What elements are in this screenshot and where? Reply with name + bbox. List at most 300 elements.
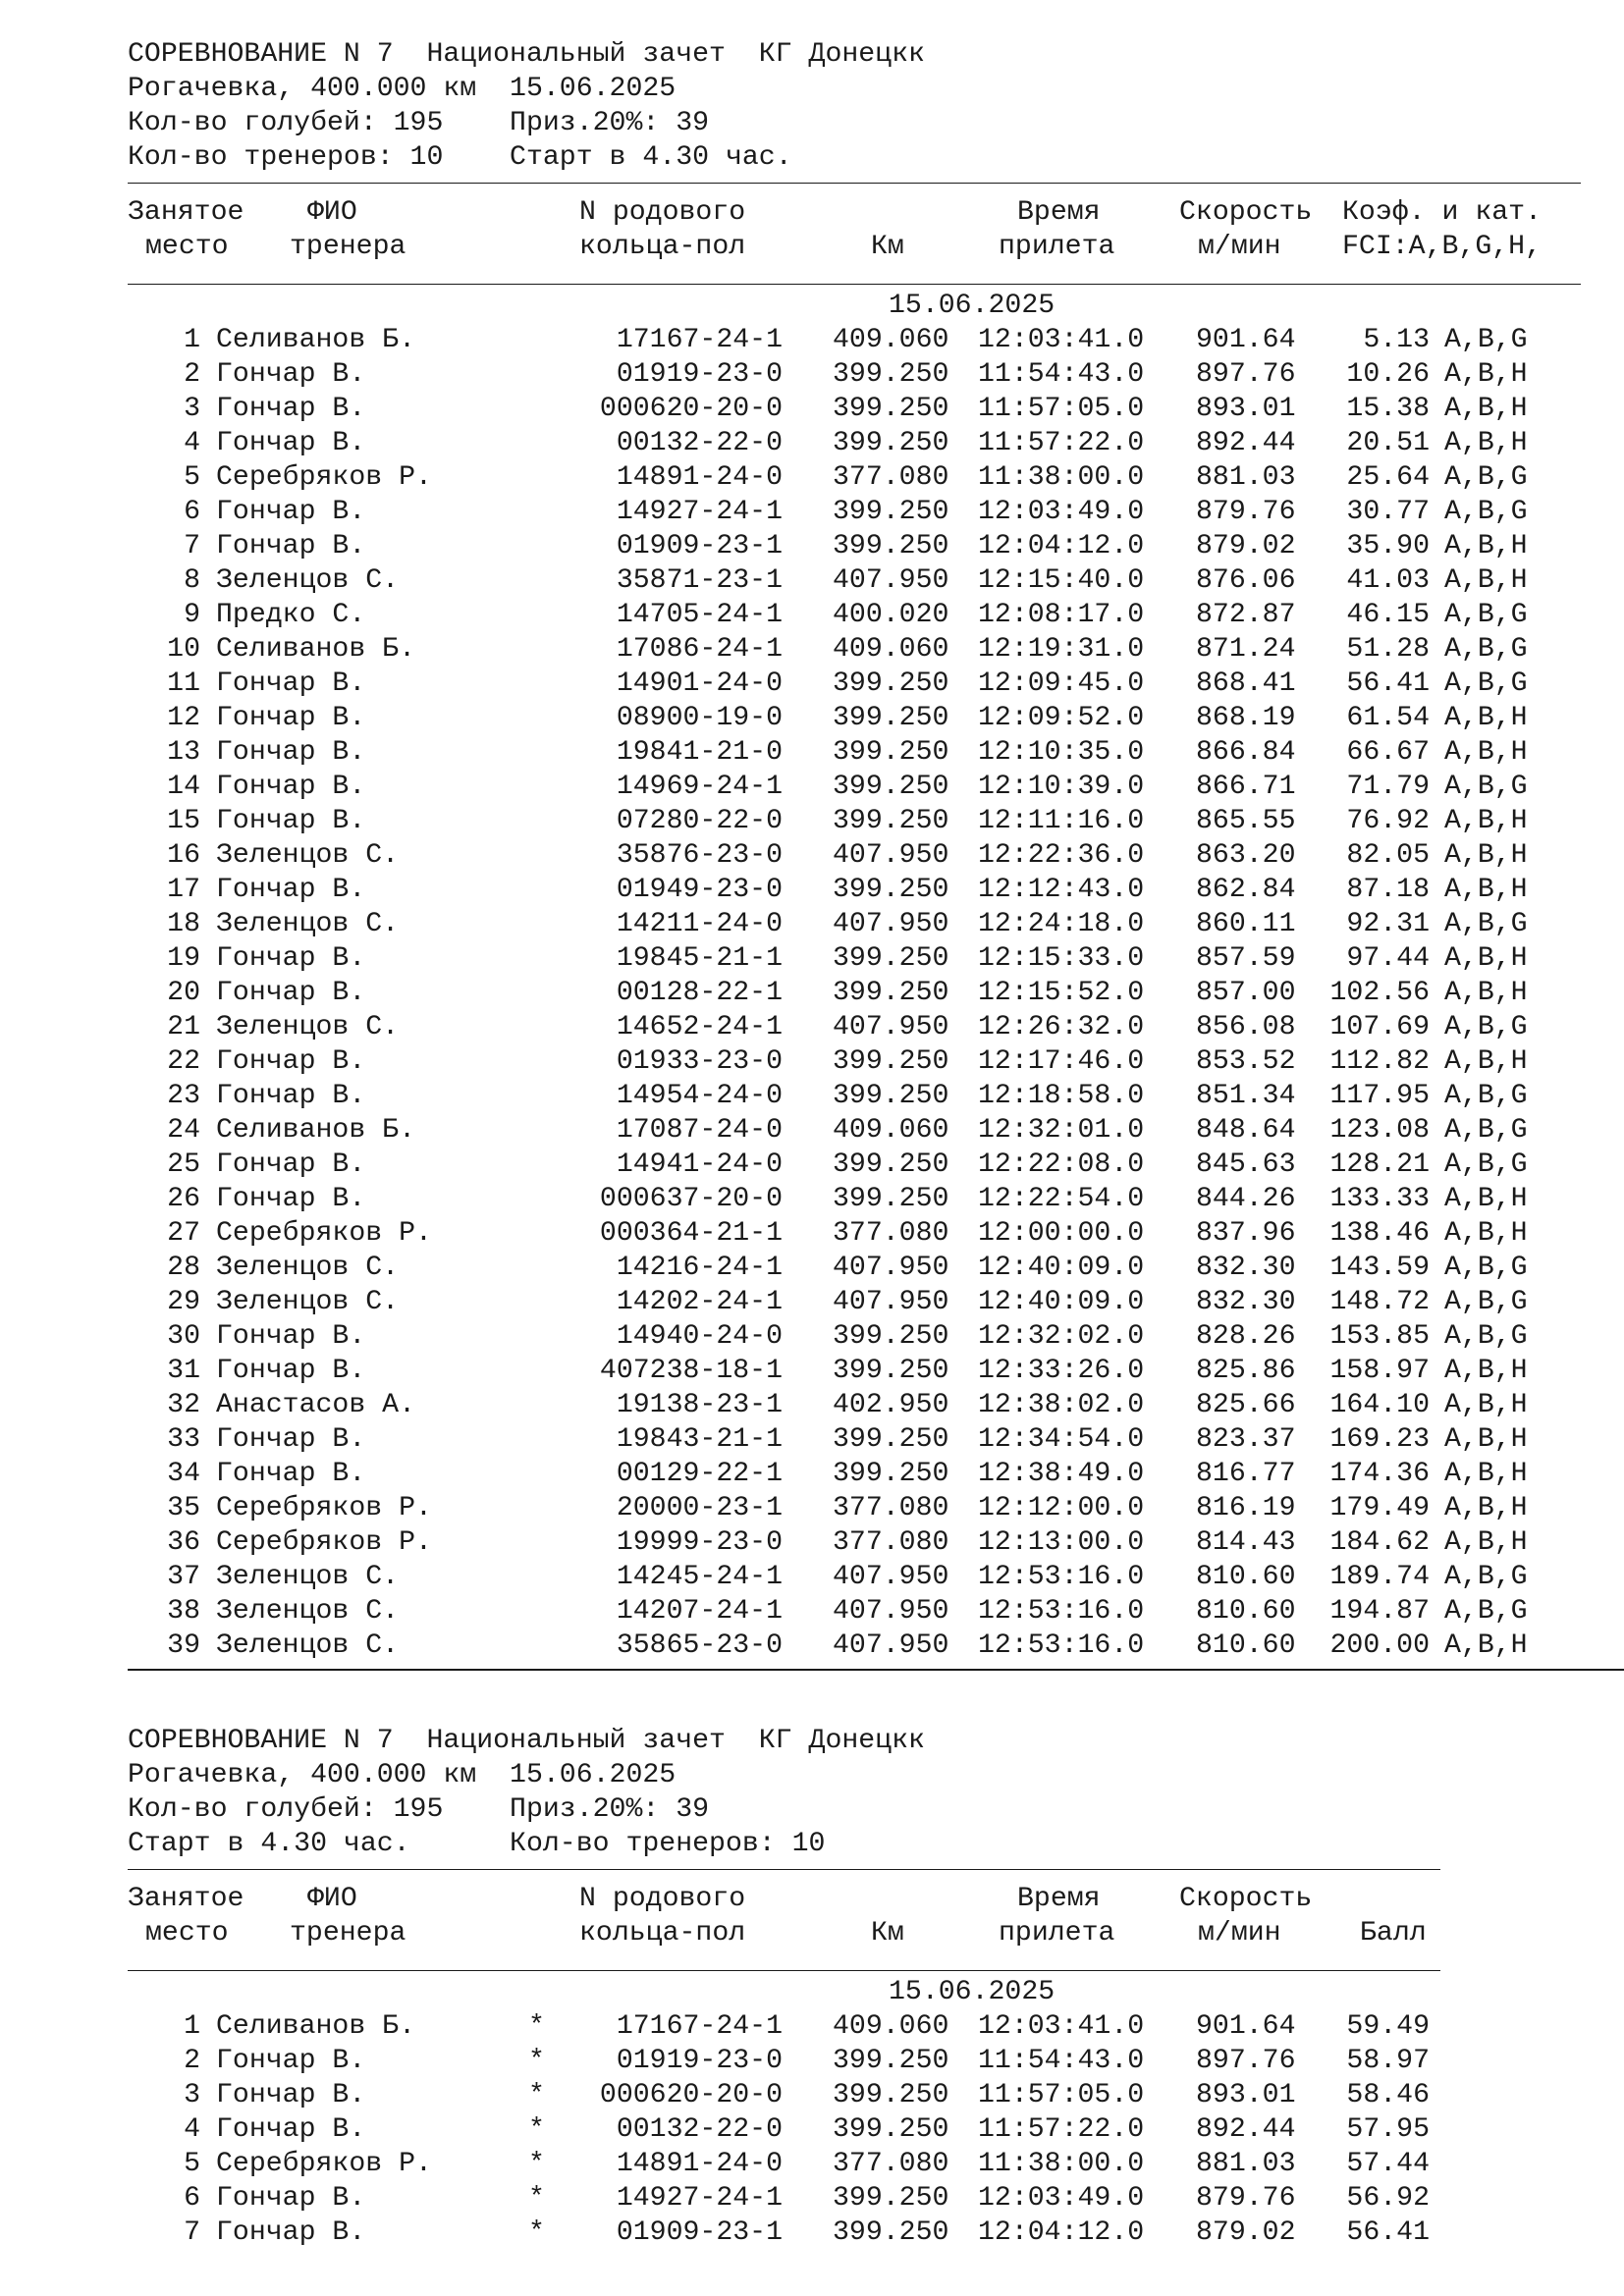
speed: 823.37 bbox=[1196, 1424, 1296, 1455]
ring-number: 14927-24-1 bbox=[616, 497, 783, 527]
ring-number: 17087-24-0 bbox=[616, 1115, 783, 1146]
trainer-name: Зеленцов С. bbox=[216, 1253, 400, 1283]
arrival-time: 12:11:16.0 bbox=[978, 806, 1145, 836]
place: 13 bbox=[167, 737, 200, 768]
arrival-time: 12:40:09.0 bbox=[978, 1287, 1145, 1317]
table-header bbox=[128, 195, 1624, 264]
arrival-time: 12:03:49.0 bbox=[978, 497, 1145, 527]
trainer-name: Гончар В. bbox=[216, 2114, 366, 2145]
place: 1 bbox=[184, 2011, 200, 2042]
ring-number: 14245-24-1 bbox=[616, 1562, 783, 1592]
distance-km: 407.950 bbox=[833, 1562, 949, 1592]
table-row bbox=[128, 1560, 1624, 1594]
table-row bbox=[128, 1354, 1624, 1388]
ring-number: 07280-22-0 bbox=[616, 806, 783, 836]
fci-category: A,B,G bbox=[1444, 1321, 1528, 1352]
distance-km: 399.250 bbox=[833, 1149, 949, 1180]
ring-number: 14652-24-1 bbox=[616, 1012, 783, 1042]
ring-number: 19138-23-1 bbox=[616, 1390, 783, 1420]
speed: 892.44 bbox=[1196, 2114, 1296, 2145]
col-km-label: Км bbox=[871, 1918, 904, 1949]
arrival-time: 11:38:00.0 bbox=[978, 2149, 1145, 2179]
table-row bbox=[128, 426, 1624, 460]
coefficient: 194.87 bbox=[1329, 1596, 1430, 1627]
mark: * bbox=[528, 2183, 545, 2214]
ring-number: 14891-24-0 bbox=[616, 462, 783, 493]
place: 10 bbox=[167, 634, 200, 665]
distance-km: 402.950 bbox=[833, 1390, 949, 1420]
fci-category: A,B,G bbox=[1444, 909, 1528, 939]
place: 14 bbox=[167, 772, 200, 802]
place: 5 bbox=[184, 2149, 200, 2179]
trainer-name: Серебряков Р. bbox=[216, 1527, 432, 1558]
score: 58.97 bbox=[1346, 2046, 1430, 2076]
trainer-name: Гончар В. bbox=[216, 531, 366, 561]
fci-category: A,B,H bbox=[1444, 840, 1528, 871]
col-ring-label-2: кольца-пол bbox=[579, 232, 746, 262]
coefficient: 35.90 bbox=[1346, 531, 1430, 561]
coefficient: 128.21 bbox=[1329, 1149, 1430, 1180]
table-row bbox=[128, 563, 1624, 598]
fci-category: A,B,H bbox=[1444, 394, 1528, 424]
distance-km: 399.250 bbox=[833, 978, 949, 1008]
distance-km: 407.950 bbox=[833, 565, 949, 596]
ring-number: 14901-24-0 bbox=[616, 668, 783, 699]
trainer-name: Гончар В. bbox=[216, 1149, 366, 1180]
place: 18 bbox=[167, 909, 200, 939]
place: 25 bbox=[167, 1149, 200, 1180]
arrival-time: 12:38:02.0 bbox=[978, 1390, 1145, 1420]
speed: 837.96 bbox=[1196, 1218, 1296, 1249]
col-name-label-2: тренера bbox=[290, 1918, 406, 1949]
table-row bbox=[128, 529, 1624, 563]
distance-km: 407.950 bbox=[833, 1012, 949, 1042]
distance-km: 400.020 bbox=[833, 600, 949, 630]
mark: * bbox=[528, 2080, 545, 2110]
speed: 810.60 bbox=[1196, 1630, 1296, 1661]
trainer-name: Гончар В. bbox=[216, 428, 366, 458]
trainer-name: Гончар В. bbox=[216, 772, 366, 802]
arrival-time: 12:32:02.0 bbox=[978, 1321, 1145, 1352]
arrival-time: 11:54:43.0 bbox=[978, 2046, 1145, 2076]
distance-km: 409.060 bbox=[833, 634, 949, 665]
distance-km: 399.250 bbox=[833, 359, 949, 390]
trainer-name: Анастасов А. bbox=[216, 1390, 415, 1420]
distance-km: 399.250 bbox=[833, 1459, 949, 1489]
trainer-name: Селиванов Б. bbox=[216, 2011, 415, 2042]
col-coef-label: Коэф. и кат. bbox=[1342, 197, 1542, 228]
col-speed-label: Скорость bbox=[1179, 1884, 1313, 1914]
competition-title: СОРЕВНОВАНИЕ N 7 Национальный зачет КГ Донецкк bbox=[128, 39, 925, 70]
score: 56.41 bbox=[1346, 2217, 1430, 2248]
arrival-time: 12:03:49.0 bbox=[978, 2183, 1145, 2214]
coefficient: 30.77 bbox=[1346, 497, 1430, 527]
ring-number: 407238-18-1 bbox=[599, 1356, 783, 1386]
ring-number: 00129-22-1 bbox=[616, 1459, 783, 1489]
fci-category: A,B,G bbox=[1444, 497, 1528, 527]
place: 39 bbox=[167, 1630, 200, 1661]
trainer-name: Зеленцов С. bbox=[216, 1562, 400, 1592]
speed: 901.64 bbox=[1196, 2011, 1296, 2042]
place: 34 bbox=[167, 1459, 200, 1489]
distance-km: 399.250 bbox=[833, 703, 949, 733]
ring-number: 00132-22-0 bbox=[616, 428, 783, 458]
speed: 893.01 bbox=[1196, 394, 1296, 424]
table-row bbox=[128, 941, 1624, 976]
coefficient: 112.82 bbox=[1329, 1046, 1430, 1077]
table-row bbox=[128, 907, 1624, 941]
ring-number: 14941-24-0 bbox=[616, 1149, 783, 1180]
place: 12 bbox=[167, 703, 200, 733]
place: 29 bbox=[167, 1287, 200, 1317]
speed: 845.63 bbox=[1196, 1149, 1296, 1180]
col-place-label-2: место bbox=[145, 1918, 229, 1949]
fci-category: A,B,H bbox=[1444, 703, 1528, 733]
fci-category: A,B,H bbox=[1444, 1356, 1528, 1386]
table-row bbox=[128, 598, 1624, 632]
place: 30 bbox=[167, 1321, 200, 1352]
arrival-time: 12:22:08.0 bbox=[978, 1149, 1145, 1180]
col-ring-label-2: кольца-пол bbox=[579, 1918, 746, 1949]
fci-category: A,B,H bbox=[1444, 1630, 1528, 1661]
coefficient: 61.54 bbox=[1346, 703, 1430, 733]
place: 8 bbox=[184, 565, 200, 596]
speed: 868.41 bbox=[1196, 668, 1296, 699]
ring-number: 17167-24-1 bbox=[616, 325, 783, 355]
table-row bbox=[128, 1010, 1624, 1044]
col-speed-label: Скорость bbox=[1179, 197, 1313, 228]
trainer-name: Гончар В. bbox=[216, 394, 366, 424]
col-score-label: Балл bbox=[1360, 1918, 1427, 1949]
place: 7 bbox=[184, 2217, 200, 2248]
arrival-time: 12:04:12.0 bbox=[978, 2217, 1145, 2248]
place: 22 bbox=[167, 1046, 200, 1077]
fci-category: A,B,G bbox=[1444, 634, 1528, 665]
fci-category: A,B,H bbox=[1444, 359, 1528, 390]
trainer-name: Гончар В. bbox=[216, 943, 366, 974]
table-row bbox=[128, 1388, 1624, 1422]
distance-km: 409.060 bbox=[833, 2011, 949, 2042]
coefficient: 82.05 bbox=[1346, 840, 1430, 871]
table-row bbox=[128, 1216, 1624, 1251]
table-row bbox=[128, 2078, 1440, 2112]
table-row bbox=[128, 460, 1624, 495]
arrival-time: 12:12:43.0 bbox=[978, 875, 1145, 905]
speed: 832.30 bbox=[1196, 1287, 1296, 1317]
speed: 892.44 bbox=[1196, 428, 1296, 458]
table-row bbox=[128, 976, 1624, 1010]
place: 3 bbox=[184, 2080, 200, 2110]
distance-km: 399.250 bbox=[833, 2183, 949, 2214]
col-speed-label-2: м/мин bbox=[1198, 232, 1281, 262]
distance-km: 399.250 bbox=[833, 394, 949, 424]
speed: 863.20 bbox=[1196, 840, 1296, 871]
col-time-label-2: прилета bbox=[999, 232, 1115, 262]
arrival-time: 11:38:00.0 bbox=[978, 462, 1145, 493]
distance-km: 407.950 bbox=[833, 840, 949, 871]
place: 17 bbox=[167, 875, 200, 905]
col-name-label: ФИО bbox=[307, 197, 357, 228]
table-row bbox=[128, 838, 1624, 873]
place: 4 bbox=[184, 2114, 200, 2145]
distance-km: 399.250 bbox=[833, 1356, 949, 1386]
coefficient: 97.44 bbox=[1346, 943, 1430, 974]
table-row bbox=[128, 1594, 1624, 1629]
ring-number: 000637-20-0 bbox=[599, 1184, 783, 1214]
table-row bbox=[128, 2044, 1440, 2078]
distance-km: 399.250 bbox=[833, 2080, 949, 2110]
arrival-time: 11:57:05.0 bbox=[978, 2080, 1145, 2110]
fci-category: A,B,G bbox=[1444, 1253, 1528, 1283]
mark: * bbox=[528, 2217, 545, 2248]
trainer-name: Гончар В. bbox=[216, 1184, 366, 1214]
ring-number: 20000-23-1 bbox=[616, 1493, 783, 1523]
mark: * bbox=[528, 2114, 545, 2145]
trainer-name: Гончар В. bbox=[216, 1356, 366, 1386]
coefficient: 51.28 bbox=[1346, 634, 1430, 665]
place: 24 bbox=[167, 1115, 200, 1146]
arrival-time: 12:00:00.0 bbox=[978, 1218, 1145, 1249]
trainer-name: Гончар В. bbox=[216, 1424, 366, 1455]
fci-category: A,B,G bbox=[1444, 772, 1528, 802]
arrival-time: 11:57:22.0 bbox=[978, 428, 1145, 458]
fci-category: A,B,H bbox=[1444, 1459, 1528, 1489]
coefficient: 138.46 bbox=[1329, 1218, 1430, 1249]
speed: 881.03 bbox=[1196, 2149, 1296, 2179]
trainer-name: Гончар В. bbox=[216, 1321, 366, 1352]
arrival-time: 12:53:16.0 bbox=[978, 1630, 1145, 1661]
distance-km: 399.250 bbox=[833, 1424, 949, 1455]
fci-category: A,B,H bbox=[1444, 1390, 1528, 1420]
table-row bbox=[128, 701, 1624, 735]
coefficient: 66.67 bbox=[1346, 737, 1430, 768]
fci-category: A,B,H bbox=[1444, 1424, 1528, 1455]
speed: 810.60 bbox=[1196, 1596, 1296, 1627]
coefficient: 25.64 bbox=[1346, 462, 1430, 493]
speed: 857.59 bbox=[1196, 943, 1296, 974]
distance-km: 399.250 bbox=[833, 875, 949, 905]
speed: 893.01 bbox=[1196, 2080, 1296, 2110]
coefficient: 169.23 bbox=[1329, 1424, 1430, 1455]
col-km-label: Км bbox=[871, 232, 904, 262]
trainer-name: Зеленцов С. bbox=[216, 565, 400, 596]
score: 57.95 bbox=[1346, 2114, 1430, 2145]
fci-category: A,B,H bbox=[1444, 1046, 1528, 1077]
coefficient: 200.00 bbox=[1329, 1630, 1430, 1661]
speed: 879.76 bbox=[1196, 2183, 1296, 2214]
distance-km: 377.080 bbox=[833, 1218, 949, 1249]
results-block-score bbox=[128, 1724, 1440, 2256]
distance-km: 399.250 bbox=[833, 806, 949, 836]
place: 5 bbox=[184, 462, 200, 493]
table-row bbox=[128, 1285, 1624, 1319]
coefficient: 76.92 bbox=[1346, 806, 1430, 836]
trainer-name: Селиванов Б. bbox=[216, 1115, 415, 1146]
coefficient: 5.13 bbox=[1363, 325, 1430, 355]
table-top-rule bbox=[128, 183, 1581, 184]
arrival-time: 12:03:41.0 bbox=[978, 325, 1145, 355]
fci-category: A,B,H bbox=[1444, 428, 1528, 458]
fci-category: A,B,G bbox=[1444, 1081, 1528, 1111]
ring-number: 14202-24-1 bbox=[616, 1287, 783, 1317]
trainer-name: Гончар В. bbox=[216, 875, 366, 905]
trainer-name: Гончар В. bbox=[216, 978, 366, 1008]
ring-number: 000620-20-0 bbox=[599, 2080, 783, 2110]
trainer-name: Зеленцов С. bbox=[216, 1596, 400, 1627]
arrival-time: 12:40:09.0 bbox=[978, 1253, 1145, 1283]
speed: 816.19 bbox=[1196, 1493, 1296, 1523]
speed: 879.02 bbox=[1196, 531, 1296, 561]
col-coef-label-2: FCI:A,B,G,H, bbox=[1342, 232, 1542, 262]
ring-number: 01919-23-0 bbox=[616, 2046, 783, 2076]
fci-category: A,B,G bbox=[1444, 1596, 1528, 1627]
table-row bbox=[128, 1251, 1624, 1285]
coefficient: 174.36 bbox=[1329, 1459, 1430, 1489]
speed: 876.06 bbox=[1196, 565, 1296, 596]
table-header-rule bbox=[128, 1970, 1440, 1971]
fci-category: A,B,H bbox=[1444, 737, 1528, 768]
fci-category: A,B,G bbox=[1444, 1149, 1528, 1180]
arrival-time: 12:08:17.0 bbox=[978, 600, 1145, 630]
distance-km: 399.250 bbox=[833, 2046, 949, 2076]
coefficient: 184.62 bbox=[1329, 1527, 1430, 1558]
trainer-name: Гончар В. bbox=[216, 1046, 366, 1077]
speed: 897.76 bbox=[1196, 359, 1296, 390]
pigeon-count-prize: Кол-во голубей: 195 Приз.20%: 39 bbox=[128, 108, 710, 138]
fci-category: A,B,H bbox=[1444, 806, 1528, 836]
trainer-name: Серебряков Р. bbox=[216, 462, 432, 493]
arrival-time: 12:09:45.0 bbox=[978, 668, 1145, 699]
speed: 897.76 bbox=[1196, 2046, 1296, 2076]
table-header-rule bbox=[128, 284, 1581, 285]
place: 9 bbox=[184, 600, 200, 630]
results-block-coefficient bbox=[128, 37, 1624, 1671]
speed: 828.26 bbox=[1196, 1321, 1296, 1352]
arrival-time: 12:15:52.0 bbox=[978, 978, 1145, 1008]
trainer-name: Гончар В. bbox=[216, 2080, 366, 2110]
race-location-date: Рогачевка, 400.000 км 15.06.2025 bbox=[128, 74, 677, 104]
speed: 866.84 bbox=[1196, 737, 1296, 768]
speed: 901.64 bbox=[1196, 325, 1296, 355]
place: 3 bbox=[184, 394, 200, 424]
date-row bbox=[128, 289, 1624, 323]
arrival-time: 11:57:22.0 bbox=[978, 2114, 1145, 2145]
speed: 844.26 bbox=[1196, 1184, 1296, 1214]
trainer-name: Гончар В. bbox=[216, 1081, 366, 1111]
col-name-label: ФИО bbox=[307, 1884, 357, 1914]
ring-number: 14969-24-1 bbox=[616, 772, 783, 802]
ring-number: 01909-23-1 bbox=[616, 2217, 783, 2248]
speed: 860.11 bbox=[1196, 909, 1296, 939]
distance-km: 399.250 bbox=[833, 497, 949, 527]
trainer-name: Гончар В. bbox=[216, 806, 366, 836]
score: 58.46 bbox=[1346, 2080, 1430, 2110]
place: 2 bbox=[184, 359, 200, 390]
trainer-name: Гончар В. bbox=[216, 2217, 366, 2248]
place: 35 bbox=[167, 1493, 200, 1523]
coefficient: 143.59 bbox=[1329, 1253, 1430, 1283]
distance-km: 399.250 bbox=[833, 1081, 949, 1111]
speed: 856.08 bbox=[1196, 1012, 1296, 1042]
speed: 825.66 bbox=[1196, 1390, 1296, 1420]
coefficient: 148.72 bbox=[1329, 1287, 1430, 1317]
fci-category: A,B,G bbox=[1444, 668, 1528, 699]
table-row bbox=[128, 873, 1624, 907]
fci-category: A,B,H bbox=[1444, 875, 1528, 905]
speed: 814.43 bbox=[1196, 1527, 1296, 1558]
arrival-time: 12:18:58.0 bbox=[978, 1081, 1145, 1111]
distance-km: 399.250 bbox=[833, 737, 949, 768]
table-row bbox=[128, 804, 1624, 838]
coefficient: 87.18 bbox=[1346, 875, 1430, 905]
ring-number: 01909-23-1 bbox=[616, 531, 783, 561]
speed: 853.52 bbox=[1196, 1046, 1296, 1077]
coefficient: 158.97 bbox=[1329, 1356, 1430, 1386]
table-row bbox=[128, 735, 1624, 770]
place: 26 bbox=[167, 1184, 200, 1214]
place: 27 bbox=[167, 1218, 200, 1249]
ring-number: 000364-21-1 bbox=[599, 1218, 783, 1249]
table-row bbox=[128, 2216, 1440, 2250]
place: 4 bbox=[184, 428, 200, 458]
distance-km: 399.250 bbox=[833, 1184, 949, 1214]
table-row bbox=[128, 1629, 1624, 1663]
arrival-time: 12:17:46.0 bbox=[978, 1046, 1145, 1077]
place: 21 bbox=[167, 1012, 200, 1042]
distance-km: 399.250 bbox=[833, 428, 949, 458]
ring-number: 19843-21-1 bbox=[616, 1424, 783, 1455]
arrival-time: 12:38:49.0 bbox=[978, 1459, 1145, 1489]
coefficient: 179.49 bbox=[1329, 1493, 1430, 1523]
ring-number: 35876-23-0 bbox=[616, 840, 783, 871]
pigeon-count-prize: Кол-во голубей: 195 Приз.20%: 39 bbox=[128, 1794, 710, 1825]
trainer-name: Зеленцов С. bbox=[216, 840, 400, 871]
table-row bbox=[128, 495, 1624, 529]
arrival-time: 12:10:35.0 bbox=[978, 737, 1145, 768]
coefficient: 56.41 bbox=[1346, 668, 1430, 699]
fci-category: A,B,G bbox=[1444, 1562, 1528, 1592]
arrival-time: 12:32:01.0 bbox=[978, 1115, 1145, 1146]
arrival-time: 12:34:54.0 bbox=[978, 1424, 1145, 1455]
trainer-name: Зеленцов С. bbox=[216, 909, 400, 939]
place: 31 bbox=[167, 1356, 200, 1386]
trainer-name: Селиванов Б. bbox=[216, 634, 415, 665]
distance-km: 399.250 bbox=[833, 668, 949, 699]
table-row bbox=[128, 1044, 1624, 1079]
col-ring-label: N родового bbox=[579, 1884, 746, 1914]
table-row bbox=[128, 1491, 1624, 1525]
table-row bbox=[128, 632, 1624, 667]
distance-km: 399.250 bbox=[833, 531, 949, 561]
results-rows bbox=[128, 323, 1624, 1663]
arrival-time: 12:22:54.0 bbox=[978, 1184, 1145, 1214]
fci-category: A,B,H bbox=[1444, 978, 1528, 1008]
trainer-name: Гончар В. bbox=[216, 497, 366, 527]
speed: 851.34 bbox=[1196, 1081, 1296, 1111]
coefficient: 164.10 bbox=[1329, 1390, 1430, 1420]
table-row bbox=[128, 1079, 1624, 1113]
arrival-time: 12:15:33.0 bbox=[978, 943, 1145, 974]
race-date: 15.06.2025 bbox=[889, 291, 1056, 321]
arrival-time: 12:26:32.0 bbox=[978, 1012, 1145, 1042]
fci-category: A,B,H bbox=[1444, 1527, 1528, 1558]
coefficient: 10.26 bbox=[1346, 359, 1430, 390]
race-location-date: Рогачевка, 400.000 км 15.06.2025 bbox=[128, 1760, 677, 1790]
score: 59.49 bbox=[1346, 2011, 1430, 2042]
coefficient: 153.85 bbox=[1329, 1321, 1430, 1352]
ring-number: 01949-23-0 bbox=[616, 875, 783, 905]
place: 2 bbox=[184, 2046, 200, 2076]
